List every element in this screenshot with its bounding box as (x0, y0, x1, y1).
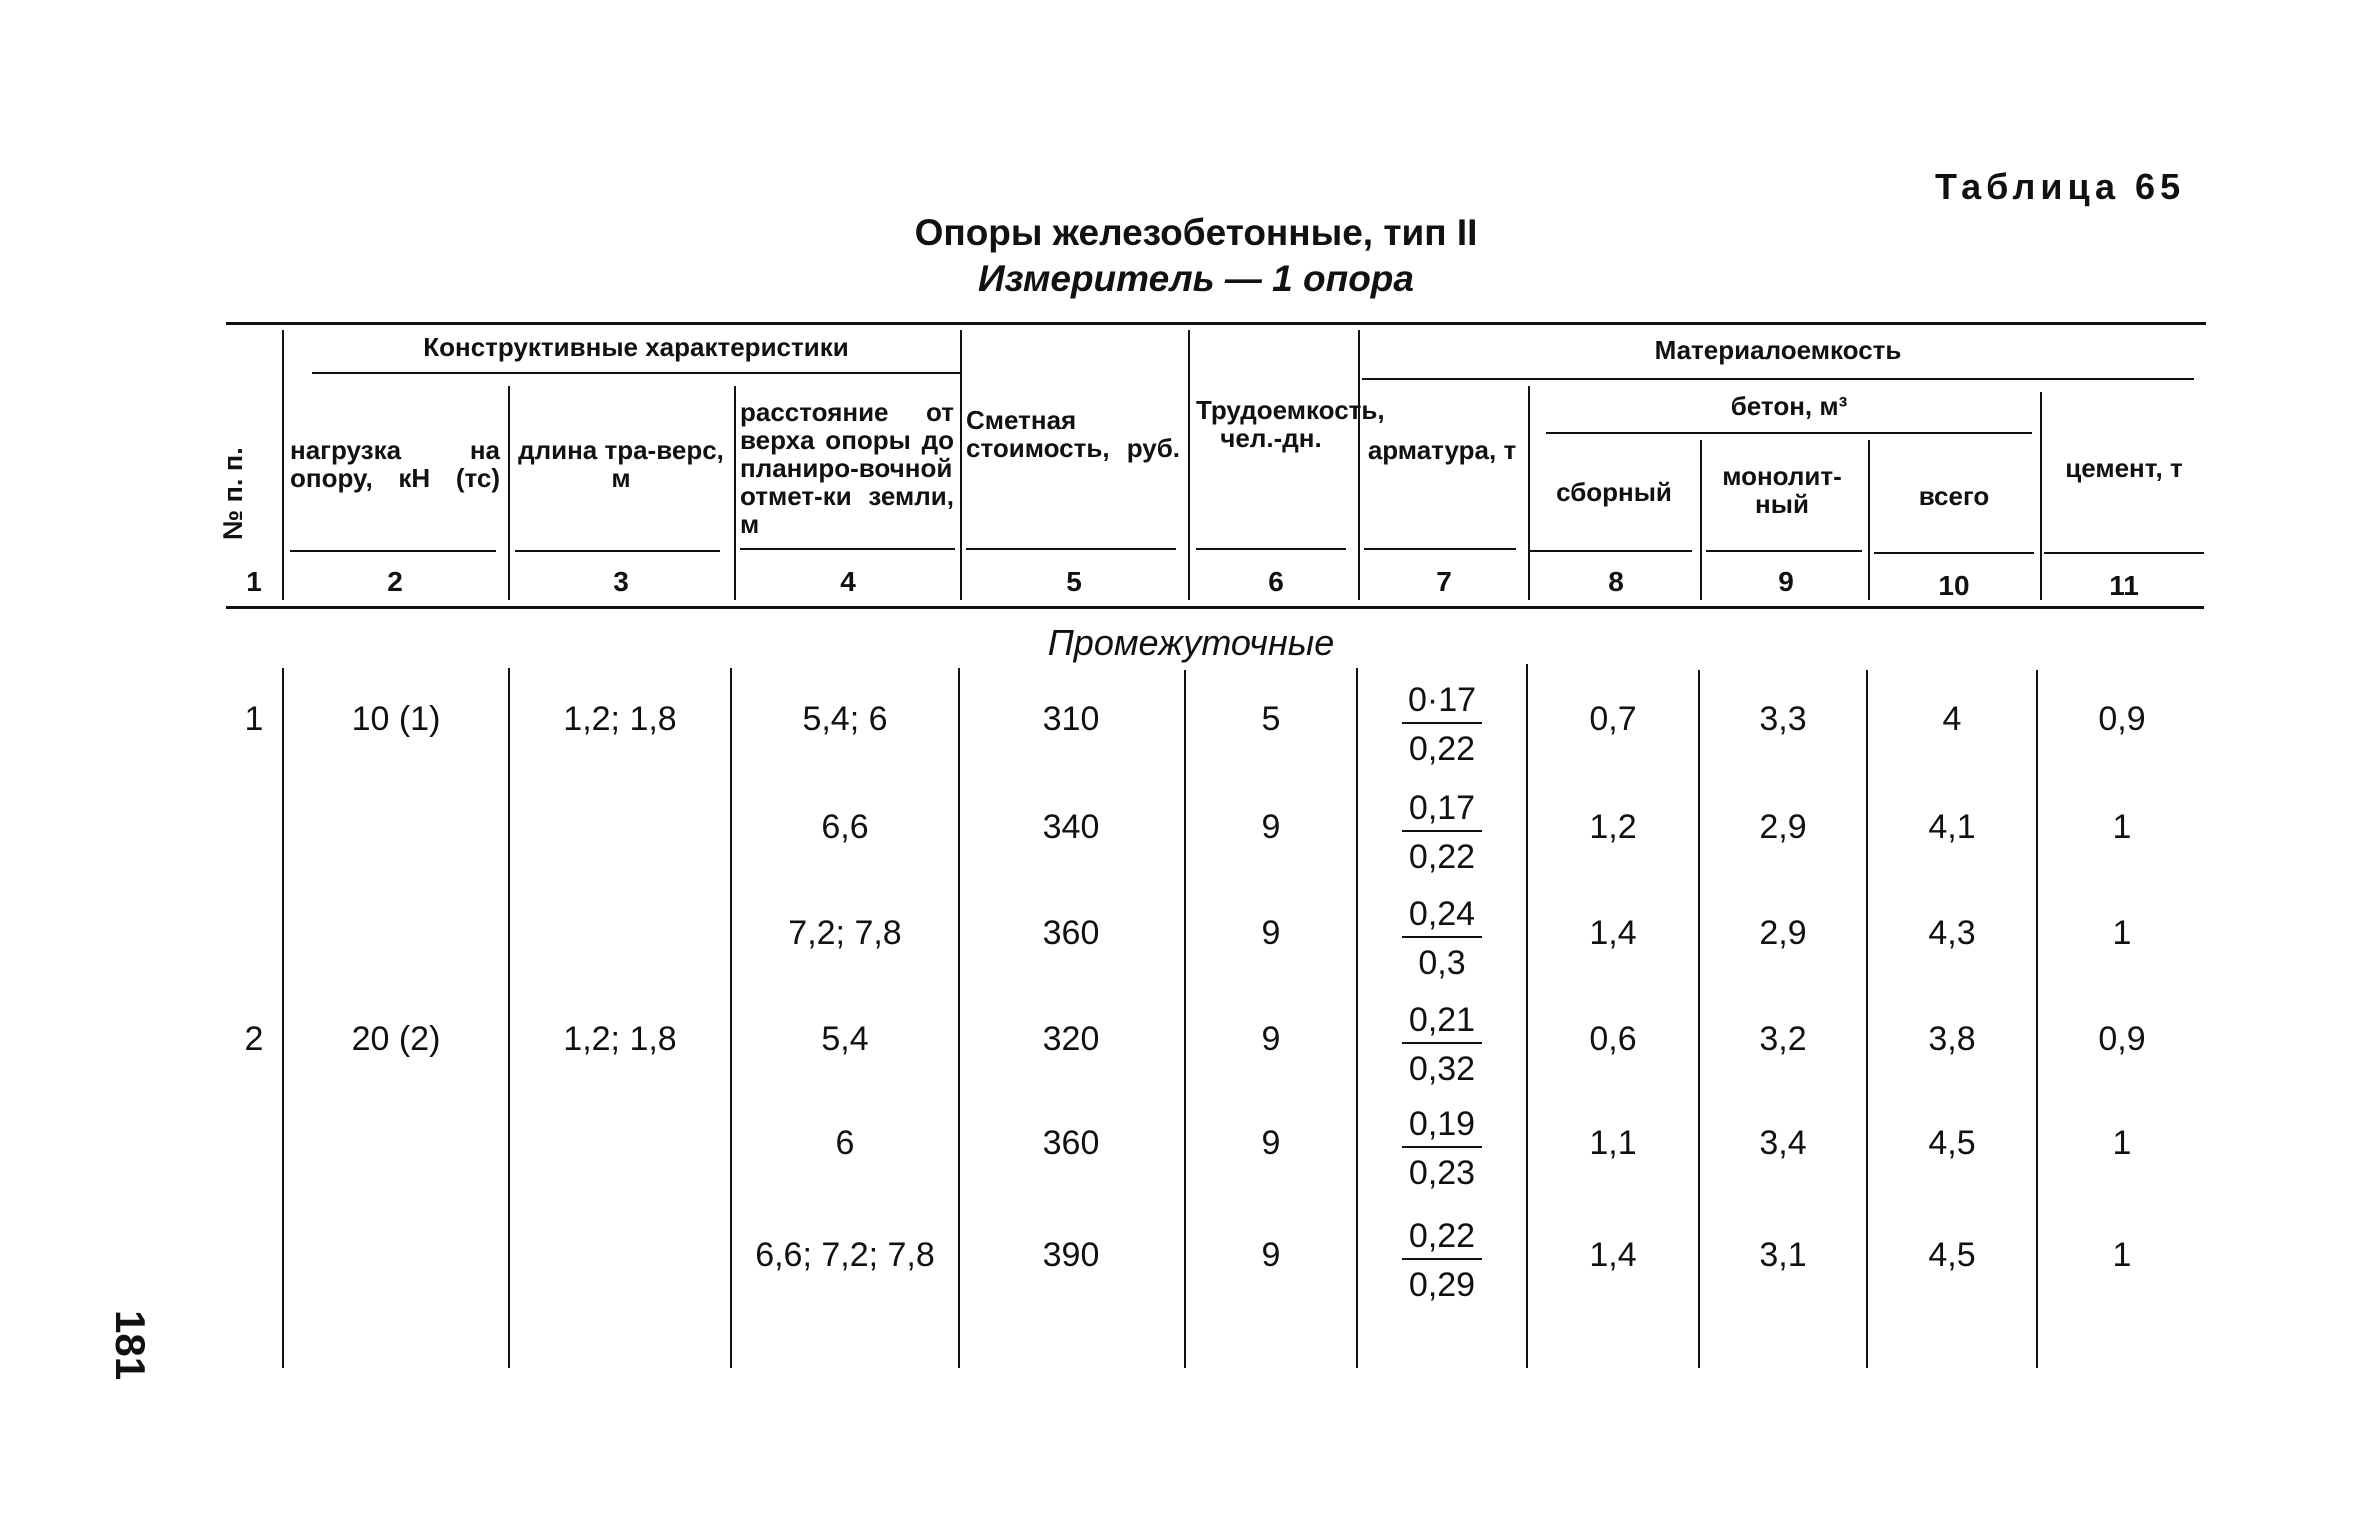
cell-labor: 9 (1261, 808, 1281, 846)
cell-cost: 340 (1042, 808, 1100, 846)
rebar-numerator: 0,21 (1402, 1000, 1482, 1044)
cell-rebar-fraction (1402, 1216, 1482, 1306)
cell-distance: 7,2; 7,8 (788, 914, 902, 952)
cell-monolith: 2,9 (1759, 808, 1807, 846)
colnum-3: 3 (613, 566, 629, 597)
cell-monolith: 3,1 (1759, 1236, 1807, 1274)
cell-cement: 0,9 (2098, 1020, 2146, 1058)
section-title: Промежуточные (1047, 622, 1335, 663)
cell-distance: 6,6 (821, 808, 869, 846)
subheader-rule-3 (515, 550, 720, 552)
colnum-8: 8 (1608, 566, 1624, 597)
concrete-group-header: бетон, м³ (1730, 391, 1848, 421)
construct-group-header: Конструктивные характеристики (423, 332, 849, 362)
body-vrule-6 (1356, 668, 1358, 1368)
cell-total: 4,1 (1928, 808, 1976, 846)
cell-cost: 320 (1042, 1020, 1100, 1058)
rebar-denominator: 0,29 (1408, 1266, 1476, 1304)
colnum-6: 6 (1268, 566, 1284, 597)
body-vrule-2 (508, 668, 510, 1368)
colnum-10: 10 (1938, 570, 1970, 601)
rebar-numerator: 0,22 (1402, 1216, 1482, 1260)
cell-labor: 9 (1261, 1236, 1281, 1274)
cell-total: 4,5 (1928, 1236, 1976, 1274)
cell-load: 20 (2) (351, 1020, 441, 1058)
vrule-3 (734, 386, 736, 600)
vrule-6 (1358, 330, 1360, 600)
material-group-underline (1362, 378, 2194, 380)
subheader-rule-2 (290, 550, 496, 552)
precast-header: сборный (1556, 477, 1672, 507)
cell-precast: 1,4 (1589, 1236, 1637, 1274)
cell-total: 4,3 (1928, 914, 1976, 952)
cell-cement: 1 (2112, 1236, 2132, 1274)
vrule-1 (282, 330, 284, 600)
table-title: Опоры железобетонные, тип II (914, 212, 1478, 253)
cell-cement: 0,9 (2098, 700, 2146, 738)
rebar-denominator: 0,32 (1408, 1050, 1476, 1088)
cement-header: цемент, т (2065, 453, 2183, 483)
rebar-numerator: 0,19 (1402, 1104, 1482, 1148)
cell-labor: 9 (1261, 914, 1281, 952)
length-header: длина тра-верс, м (518, 435, 724, 493)
subheader-rule-8 (1530, 550, 1692, 552)
cell-labor: 9 (1261, 1124, 1281, 1162)
colnum-7: 7 (1436, 566, 1452, 597)
body-vrule-5 (1184, 670, 1186, 1368)
cell-no: 2 (244, 1020, 264, 1058)
cell-rebar-fraction (1402, 894, 1482, 984)
colnum-2: 2 (387, 566, 403, 597)
cell-precast: 1,2 (1589, 808, 1637, 846)
cell-distance: 5,4 (821, 1020, 869, 1058)
cell-monolith: 3,3 (1759, 700, 1807, 738)
rebar-numerator: 0,24 (1402, 894, 1482, 938)
total-header: всего (1918, 481, 1990, 511)
subheader-rule-7 (1364, 548, 1516, 550)
colnum-11: 11 (2109, 570, 2139, 601)
cell-precast: 1,1 (1589, 1124, 1637, 1162)
cell-total: 4 (1942, 700, 1962, 738)
vrule-9 (1868, 440, 1870, 600)
labor-header: Трудоемкость, чел.-дн. (1196, 395, 1385, 453)
column-numbers-bottom-rule (226, 606, 2204, 609)
cell-cost: 360 (1042, 1124, 1100, 1162)
cell-cost: 310 (1042, 700, 1100, 738)
cell-no: 1 (244, 700, 264, 738)
cell-labor: 9 (1261, 1020, 1281, 1058)
cell-rebar-fraction (1402, 1000, 1482, 1090)
cell-monolith: 3,4 (1759, 1124, 1807, 1162)
body-vrule-10 (2036, 670, 2038, 1368)
vrule-7 (1528, 386, 1530, 600)
vrule-2 (508, 386, 510, 600)
cell-monolith: 2,9 (1759, 914, 1807, 952)
load-header: нагрузка на опору, кН (тс) (290, 435, 500, 493)
cell-load: 10 (1) (351, 700, 441, 738)
cost-header: Сметная стоимость, руб. (966, 405, 1180, 463)
cell-rebar-fraction (1402, 788, 1482, 878)
vrule-4 (960, 330, 962, 600)
cell-distance: 6,6; 7,2; 7,8 (755, 1236, 935, 1274)
cell-rebar-fraction (1402, 680, 1482, 770)
subheader-rule-4 (740, 548, 955, 550)
rebar-header: арматура, т (1367, 435, 1517, 465)
cell-length: 1,2; 1,8 (563, 1020, 677, 1058)
table-subtitle: Измеритель — 1 опора (978, 258, 1414, 299)
body-vrule-3 (730, 668, 732, 1368)
subheader-rule-5 (966, 548, 1176, 550)
cell-cement: 1 (2112, 914, 2132, 952)
subheader-rule-6 (1196, 548, 1346, 550)
body-vrule-8 (1698, 670, 1700, 1368)
vrule-8 (1700, 440, 1702, 600)
rowno-header: № п. п. (218, 447, 248, 540)
colnum-5: 5 (1066, 566, 1082, 597)
construct-group-underline (312, 372, 960, 374)
rebar-denominator: 0,23 (1408, 1154, 1476, 1192)
material-group-header: Материалоемкость (1654, 335, 1902, 365)
subheader-rule-9 (1706, 550, 1862, 552)
cell-cost: 360 (1042, 914, 1100, 952)
cell-total: 4,5 (1928, 1124, 1976, 1162)
body-vrule-4 (958, 668, 960, 1368)
cell-cost: 390 (1042, 1236, 1100, 1274)
cell-distance: 6 (835, 1124, 855, 1162)
subheader-rule-10 (1874, 552, 2034, 554)
cell-precast: 0,6 (1589, 1020, 1637, 1058)
header-top-rule (226, 322, 2206, 325)
rebar-numerator: 0,17 (1402, 788, 1482, 832)
cell-distance: 5,4; 6 (802, 700, 888, 738)
body-vrule-1 (282, 668, 284, 1368)
concrete-group-underline (1546, 432, 2032, 434)
colnum-9: 9 (1778, 566, 1794, 597)
cell-rebar-fraction (1402, 1104, 1482, 1194)
vrule-10 (2040, 392, 2042, 600)
cell-monolith: 3,2 (1759, 1020, 1807, 1058)
page-number: 181 (107, 1310, 154, 1381)
rebar-numerator: 0·17 (1402, 680, 1482, 724)
colnum-1: 1 (246, 566, 262, 597)
rebar-denominator: 0,22 (1408, 730, 1476, 768)
subheader-rule-11 (2044, 552, 2204, 554)
body-vrule-9 (1866, 670, 1868, 1368)
cell-length: 1,2; 1,8 (563, 700, 677, 738)
colnum-4: 4 (840, 566, 856, 597)
table-label: Таблица 65 (1935, 166, 2186, 207)
rebar-denominator: 0,3 (1418, 944, 1466, 982)
rebar-denominator: 0,22 (1408, 838, 1476, 876)
vrule-5 (1188, 330, 1190, 600)
cell-precast: 1,4 (1589, 914, 1637, 952)
cell-total: 3,8 (1928, 1020, 1976, 1058)
cell-cement: 1 (2112, 1124, 2132, 1162)
body-vrule-7 (1526, 664, 1528, 1368)
cell-cement: 1 (2112, 808, 2132, 846)
cell-precast: 0,7 (1589, 700, 1637, 738)
cell-labor: 5 (1261, 700, 1281, 738)
monolith-header: монолит-ный (1722, 461, 1842, 519)
distance-header: расстояние от верха опоры до планиро-вочной отмет-ки земли, м (740, 397, 954, 539)
